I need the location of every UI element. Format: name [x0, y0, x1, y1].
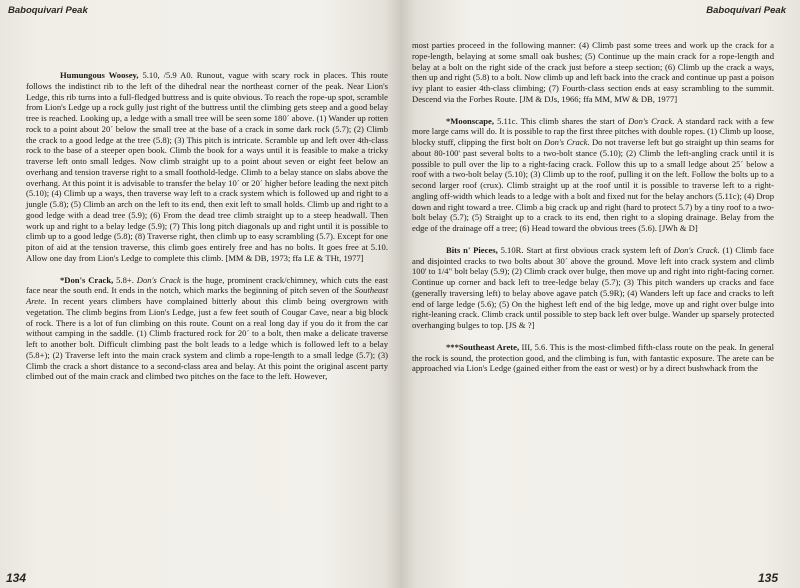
route-description: 5.11c. This climb shares the start of: [493, 115, 629, 126]
route-description-cont: . (1) Climb face and disjointed cracks to two bolts about 30´ above the ground. Move left into crack system and climb 100' to 1/4" bolt belay (5.9); (2) Climb crack over bulge, then move up and right into right-facing corner. Continue up corner and back left to tree-ledge belay (5.7); (3) This pitch wanders up cracks and face (generally traversing left) to belay above agave patch (5.9R); (4) Wanders left up face and cracks to left end of large ledge (5.6); (5) On the highest left end of the big ledge, move up and right over bulge into right-leaning crack. Climb crack until possible to step back left over bulge. Wander up sparsely protected overhanging bulges to top. [JS & ?]: [412, 244, 774, 330]
route-description: III, 5.6. This is the most-climbed fifth-class route on the peak. In general the rock is sound, the protection good, and the climbing is fun, with fantastic exposure. The arete can be approached via Lion's Ledge (gained either from the east or west) or by a direct bushwhack from the: [412, 341, 775, 374]
route-name: ***Southeast Arete,: [446, 341, 520, 352]
left-running-head: Baboquivari Peak: [8, 5, 88, 16]
route-entry-southeast-arete: [412, 342, 774, 374]
right-page-body: [412, 40, 774, 374]
right-page: [400, 0, 800, 588]
route-name-italic: Don's Crack: [136, 274, 181, 285]
route-entry-humungous-woosey: [26, 70, 388, 264]
route-entry-moonscape: [412, 116, 774, 234]
route-description-cont: . In recent years climbers have complained bitterly about this climb being overgrown with vegetation. The climb begins from Lion's Ledge, just a few feet south of Cougar Cave, near a big block of rock. There is a lot of fun climbing on this route. Count on a real long day if you do it from the car without camping in the saddle. (1) Climb fractured rock for 20´ to a bolt, then make a delicate traverse left to another bolt. Difficult climbing past the bolt leads to a ledge which is followed left to a belay (5.8+); (2) Traverse left into the main crack system and climb a rope-length to a small ledge (5.7); (3) Climb the crack a short distance to a second-class area and belay. At this point the original ascent party climbed out of the main crack and climbed two pitches on the face to the left. However,: [26, 296, 388, 382]
route-description: is the huge, prominent crack/chimney, which cuts the east face near the south end. It ends in the notch, which marks the beginning of pitch seven of the: [26, 274, 388, 296]
route-name: *Don's Crack,: [60, 274, 114, 285]
route-entry-dons-crack: [26, 275, 388, 383]
route-description: 5.10, /5.9 A0. Runout, vague with scary rock in places. This route follows the indistinct rib to the left of the dihedral near the northeast corner of the peak. Near Lion's Ledge, this rib turns into a full-fledged buttress and is quite obvious. To reach the rope-up spot, scramble from Lion's Ledge up a rock gully just right of the buttress until the climbing gets steep and a good belay tree is reached. Looking up, a ledge with a small tree will be seen some 180´ above. (1) Wander up rotten rock to a point about 20´ below the small tree at the base of a crack in some dark rock (5.7); (2) Climb the crack to a good ledge at the tree (5.8); (3) This pitch is intricate. Scramble up and left over 4th-class rock to the base of a steeper open book. Climb the book for a ways until it is feasible to make a tricky traverse left onto small ledges. Now climb straight up to a point about seven or eight feet below an overhang and tension traverse right to a small foothold-ledge. Climb to a belay stance on slabs above the overhang. At this point it is advisable to transfer the belay 10´ or 20´ higher before leading the next pitch (5.10); (4) Climb up a ways, then traverse way left to a crack system which is followed up and right to a jungle (5.8); (5) Climb an arch on the left to its end, then exit left to small holds. Climb up and right to a good ledge with a dead tree (5.9); (6) From the dead tree climb straight up to a steep headwall. Then work up and right to a belay ledge (5.9); (7) This long pitch diagonals up and right until it is possible to climb up to a good ledge (5.8); (8) Traverse right, then climb up to easy scrambling (5.7). Except for one piton of aid at the tension traverse, this climb goes entirely free and has no bolts. It goes free at 5.10. Allow one day from Lion's Ledge to complete this climb. [MM & DB, 1973; ffa LE & THt, 1977]: [26, 70, 388, 263]
route-description-cont: . Do not traverse left but go straight up thin seams for about 80-100' past several bolts to a two-bolt stance (5.10); (2) Climb the left-angling crack until it is possible to pull over the lip to a right-facing crack. Follow this up to a small ledge about 25´ below a roof with a two-bolt belay (5.10); (3) Climb up to the roof, pulling it on the left. Follow the bolts up to a second larger roof (crux). Climb straight up at the roof until it is possible to traverse left to a right-angling off-width which leads to a ledge with a bolt and fixed nut for the belay anchors (5.11c); (4) Drop down and right toward a tree. Climb a big crack up and right (hard to protect 5.7) by a tiny roof to a two-bolt belay (5.7); (5) Straight up to a crack to its end, then right to a sloping drainage. Belay from the edge of the drainage off a tree; (6) Head toward the obvious trees (5.6). [JWh & D]: [412, 137, 774, 233]
route-reference: Don's Crack: [628, 115, 673, 126]
route-reference: Don's Crack: [544, 137, 588, 147]
right-page-number: 135: [757, 571, 778, 585]
route-description: 5.10R. Start at first obvious crack system left of: [497, 244, 674, 255]
route-grade: 5.8+.: [113, 274, 137, 285]
right-running-head: Baboquivari Peak: [706, 5, 786, 16]
route-entry-continuation: most parties proceed in the following manner: (4) Climb past some trees and work up the crack for a rope-length, belaying at some small oak bushes; (5) Continue up the main crack for a rope-length and belay at a bolt on the right side of the crack just before a steep section; (6) Climb up the crack a ways, then up and right (5.8) to a bolt. Now climb up and left back into the crack and continue up past a poison ivy plant to easier 4th-class climbing; (7) Fourth-class section ends at easy scrambling to the summit. Descend via the Forbes Route. [JM & DJs, 1966; ffa MM, MW & DB, 1977]: [412, 40, 774, 104]
route-reference: Don's Crack: [673, 244, 718, 255]
route-name: Humungous Woosey,: [60, 70, 139, 80]
route-description-cont: . A standard rack with a few more large cams will do. It is possible to rap the first three pitches with double ropes. (1) Climb up loose, blocky stuff, clipping the first bolt on: [412, 115, 775, 147]
route-name: Bits n' Pieces,: [446, 244, 498, 255]
left-page-body: [26, 70, 388, 382]
left-page-number: 134: [6, 571, 27, 585]
route-name: *Moonscape,: [446, 115, 494, 126]
route-reference: Southeast Arete: [26, 285, 388, 306]
route-entry-bits-n-pieces: [412, 245, 774, 331]
